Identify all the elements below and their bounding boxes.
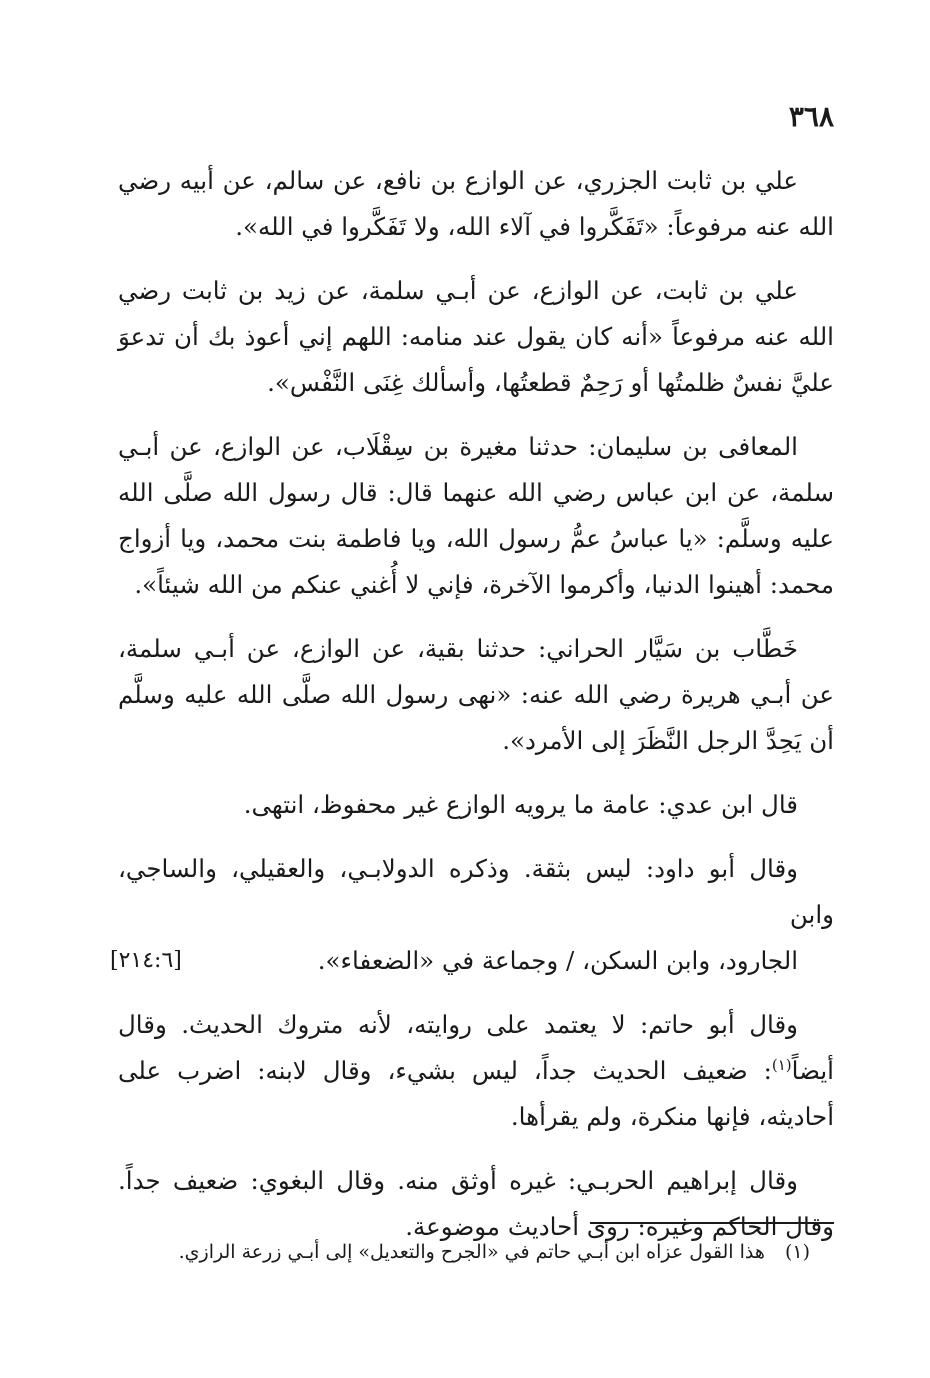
page-number: ٣٦٨ <box>788 100 834 133</box>
abu-dawud-line-1: وقال أبو داود: ليس بثقة. وذكره الدولابـي، والعقيلي، والساجي، وابن <box>118 854 834 929</box>
abu-hatim-text-start: وقال أبو حاتم: لا يعتمد على روايته، لأنه متروك الحديث. وقال أيضاً <box>118 1010 834 1085</box>
footnote-text: هذا القول عزاه ابن أبـي حاتم في «الجرح والتعديل» إلى أبـي زرعة الرازي. <box>178 1241 765 1263</box>
paragraph-ali-al-jazari: علي بن ثابت الجزري، عن الوازع بن نافع، عن سالم، عن أبيه رضي الله عنه مرفوعاً: «تَفَكَّروا في آلاء الله، ولا تَفَكَّروا في الله». <box>118 166 834 241</box>
footnote-divider <box>590 1222 834 1224</box>
abu-dawud-line-2: الجارود، وابن السكن، / وجماعة في «الضعفاء». <box>317 946 798 975</box>
paragraph-abu-hatim <box>118 1002 834 1140</box>
abu-dawud-line-2-wrapper <box>110 938 834 984</box>
paragraph-al-harbi: وقال إبراهيم الحربـي: غيره أوثق منه. وقال البغوي: ضعيف جداً. وقال الحاكم وغيره: روى أحاديث موضوعة. <box>118 1166 834 1241</box>
abu-hatim-text-end: : ضعيف الحديث جداً، ليس بشيء، وقال لابنه: اضرب على أحاديثه، فإنها منكرة، ولم يقرأها. <box>118 1056 834 1131</box>
paragraph-abu-hurayra: خَطَّاب بن سَيَّار الحراني: حدثنا بقية، عن الوازع، عن أبـي سلمة، عن أبـي هريرة رضي الله عنه: «نهى رسول الله صلَّى الله عليه وسلَّم أن يَحِدَّ الرجل النَّظَرَ إلى الأمرد». <box>118 634 834 755</box>
paragraph-ibn-abbas: المعافى بن سليمان: حدثنا مغيرة بن سِقْلَاب، عن الوازع، عن أبـي سلمة، عن ابن عباس رضي الله عنهما قال: قال رسول الله صلَّى الله عليه وسلَّم: «يا عباسُ عمُّ رسول الله، ويا فاطمة بنت محمد، ويا أزواج محمد: أهينوا الدنيا، وأكرموا الآخرة، فإني لا أُغني عنكم من الله شيئاً». <box>118 432 834 599</box>
margin-reference: [٢١٤:٦] <box>110 948 182 973</box>
footnote-marker: (١) <box>784 1241 810 1263</box>
paragraph-ibn-adi: قال ابن عدي: عامة ما يرويه الوازع غير محفوظ، انتهى. <box>243 790 798 819</box>
footnote-reference[interactable]: (١) <box>771 1055 792 1074</box>
paragraph-abu-dawud <box>110 846 834 984</box>
main-text <box>110 158 834 1268</box>
footnote <box>110 1232 810 1272</box>
paragraph-zayd-bin-thabit: علي بن ثابت، عن الوازع، عن أبـي سلمة، عن زيد بن ثابت رضي الله عنه مرفوعاً «أنه كان يقول عند منامه: اللهم إني أعوذ بك أن تدعوَ عليَّ نفسٌ ظلمتُها أو رَحِمٌ قطعتُها، وأسألك غِنَى النَّفْس». <box>118 276 834 397</box>
